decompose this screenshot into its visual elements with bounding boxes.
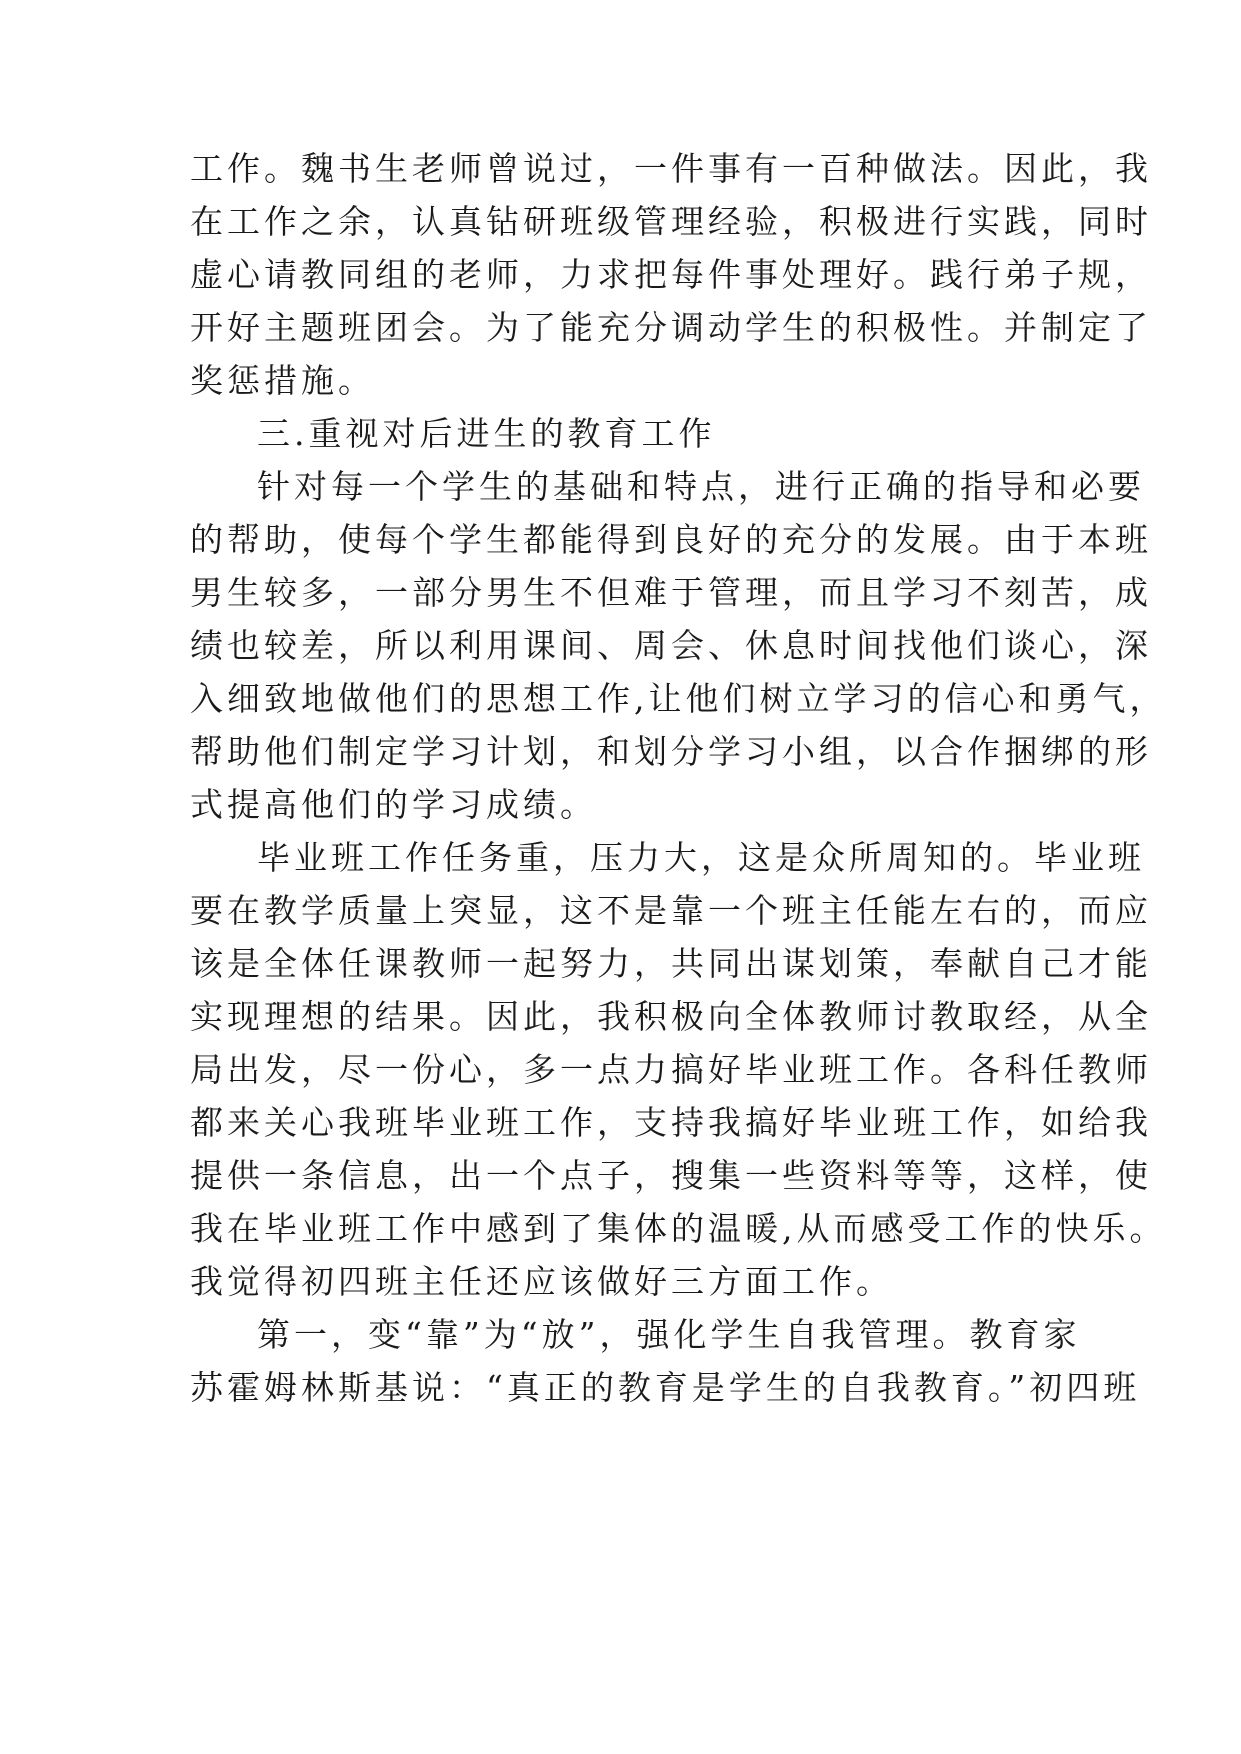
text-line: 虚心请教同组的老师，力求把每件事处理好。践行弟子规， <box>190 255 1152 294</box>
text-line: 第一，变“靠”为“放”，强化学生自我管理。教育家 <box>257 1315 1081 1354</box>
text-line: 局出发，尽一份心，多一点力搞好毕业班工作。各科任教师 <box>190 1050 1152 1089</box>
text-line: 要在教学质量上突显，这不是靠一个班主任能左右的，而应 <box>190 891 1152 930</box>
text-line: 式提高他们的学习成绩。 <box>190 785 597 824</box>
text-line: 的帮助，使每个学生都能得到良好的充分的发展。由于本班 <box>190 520 1152 559</box>
text-line: 工作。魏书生老师曾说过，一件事有一百种做法。因此，我 <box>190 149 1152 188</box>
text-line: 绩也较差，所以利用课间、周会、休息时间找他们谈心，深 <box>190 626 1152 665</box>
text-line: 男生较多，一部分男生不但难于管理，而且学习不刻苦，成 <box>190 573 1152 612</box>
text-line: 奖惩措施。 <box>190 361 375 400</box>
text-line: 入细致地做他们的思想工作,让他们树立学习的信心和勇气， <box>190 679 1167 718</box>
text-line: 该是全体任课教师一起努力，共同出谋划策，奉献自己才能 <box>190 944 1152 983</box>
text-line: 在工作之余，认真钻研班级管理经验，积极进行实践，同时 <box>190 202 1152 241</box>
text-line: 实现理想的结果。因此，我积极向全体教师讨教取经，从全 <box>190 997 1152 1036</box>
text-line: 都来关心我班毕业班工作，支持我搞好毕业班工作，如给我 <box>190 1103 1152 1142</box>
text-line: 我觉得初四班主任还应该做好三方面工作。 <box>190 1262 893 1301</box>
text-line: 帮助他们制定学习计划，和划分学习小组，以合作捆绑的形 <box>190 732 1152 771</box>
text-line: 开好主题班团会。为了能充分调动学生的积极性。并制定了 <box>190 308 1152 347</box>
text-line: 苏霍姆林斯基说：“真正的教育是学生的自我教育。”初四班 <box>190 1368 1141 1407</box>
text-line: 提供一条信息，出一个点子，搜集一些资料等等，这样，使 <box>190 1156 1152 1195</box>
text-line: 我在毕业班工作中感到了集体的温暖,从而感受工作的快乐。 <box>190 1209 1167 1248</box>
section-heading: 三.重视对后进生的教育工作 <box>257 414 716 453</box>
text-line: 针对每一个学生的基础和特点，进行正确的指导和必要 <box>257 467 1145 506</box>
text-line: 毕业班工作任务重，压力大，这是众所周知的。毕业班 <box>257 838 1145 877</box>
